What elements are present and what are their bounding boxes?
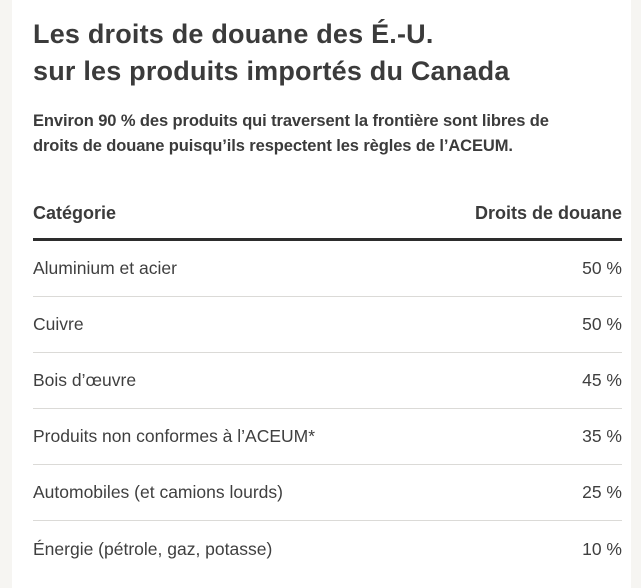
tariff-cell: 50 % — [582, 314, 622, 334]
category-cell: Bois d’œuvre — [33, 370, 137, 390]
subtitle — [33, 109, 622, 159]
tariff-cell: 45 % — [582, 370, 622, 390]
table-row — [33, 241, 622, 297]
table-row — [33, 297, 622, 353]
page-title — [33, 16, 622, 90]
table-row — [33, 465, 622, 521]
table-row — [33, 409, 622, 465]
title-line-2: sur les produits importés du Canada — [33, 56, 510, 86]
category-cell: Énergie (pétrole, gaz, potasse) — [33, 538, 273, 559]
tariff-cell: 10 % — [582, 538, 622, 559]
subtitle-line-1: Environ 90 % des produits qui traversent la frontière sont libres de — [33, 112, 549, 130]
subtitle-line-2: droits de douane puisqu’ils respectent les règles de l’ACEUM. — [33, 137, 513, 155]
tariff-table-card — [12, 0, 631, 588]
column-header-category: Catégorie — [33, 203, 117, 223]
category-cell: Automobiles (et camions lourds) — [33, 482, 283, 502]
tariff-cell: 50 % — [582, 258, 622, 278]
category-cell: Aluminium et acier — [33, 258, 177, 278]
category-cell: Cuivre — [33, 314, 84, 334]
title-line-1: Les droits de douane des É.-U. — [33, 19, 434, 49]
table-header-row — [33, 203, 622, 241]
category-cell: Produits non conformes à l’ACEUM* — [33, 426, 316, 446]
tariff-cell: 25 % — [582, 482, 622, 502]
table-row — [33, 521, 622, 577]
tariff-cell: 35 % — [582, 426, 622, 446]
column-header-tariff: Droits de douane — [474, 203, 622, 223]
table-row — [33, 353, 622, 409]
